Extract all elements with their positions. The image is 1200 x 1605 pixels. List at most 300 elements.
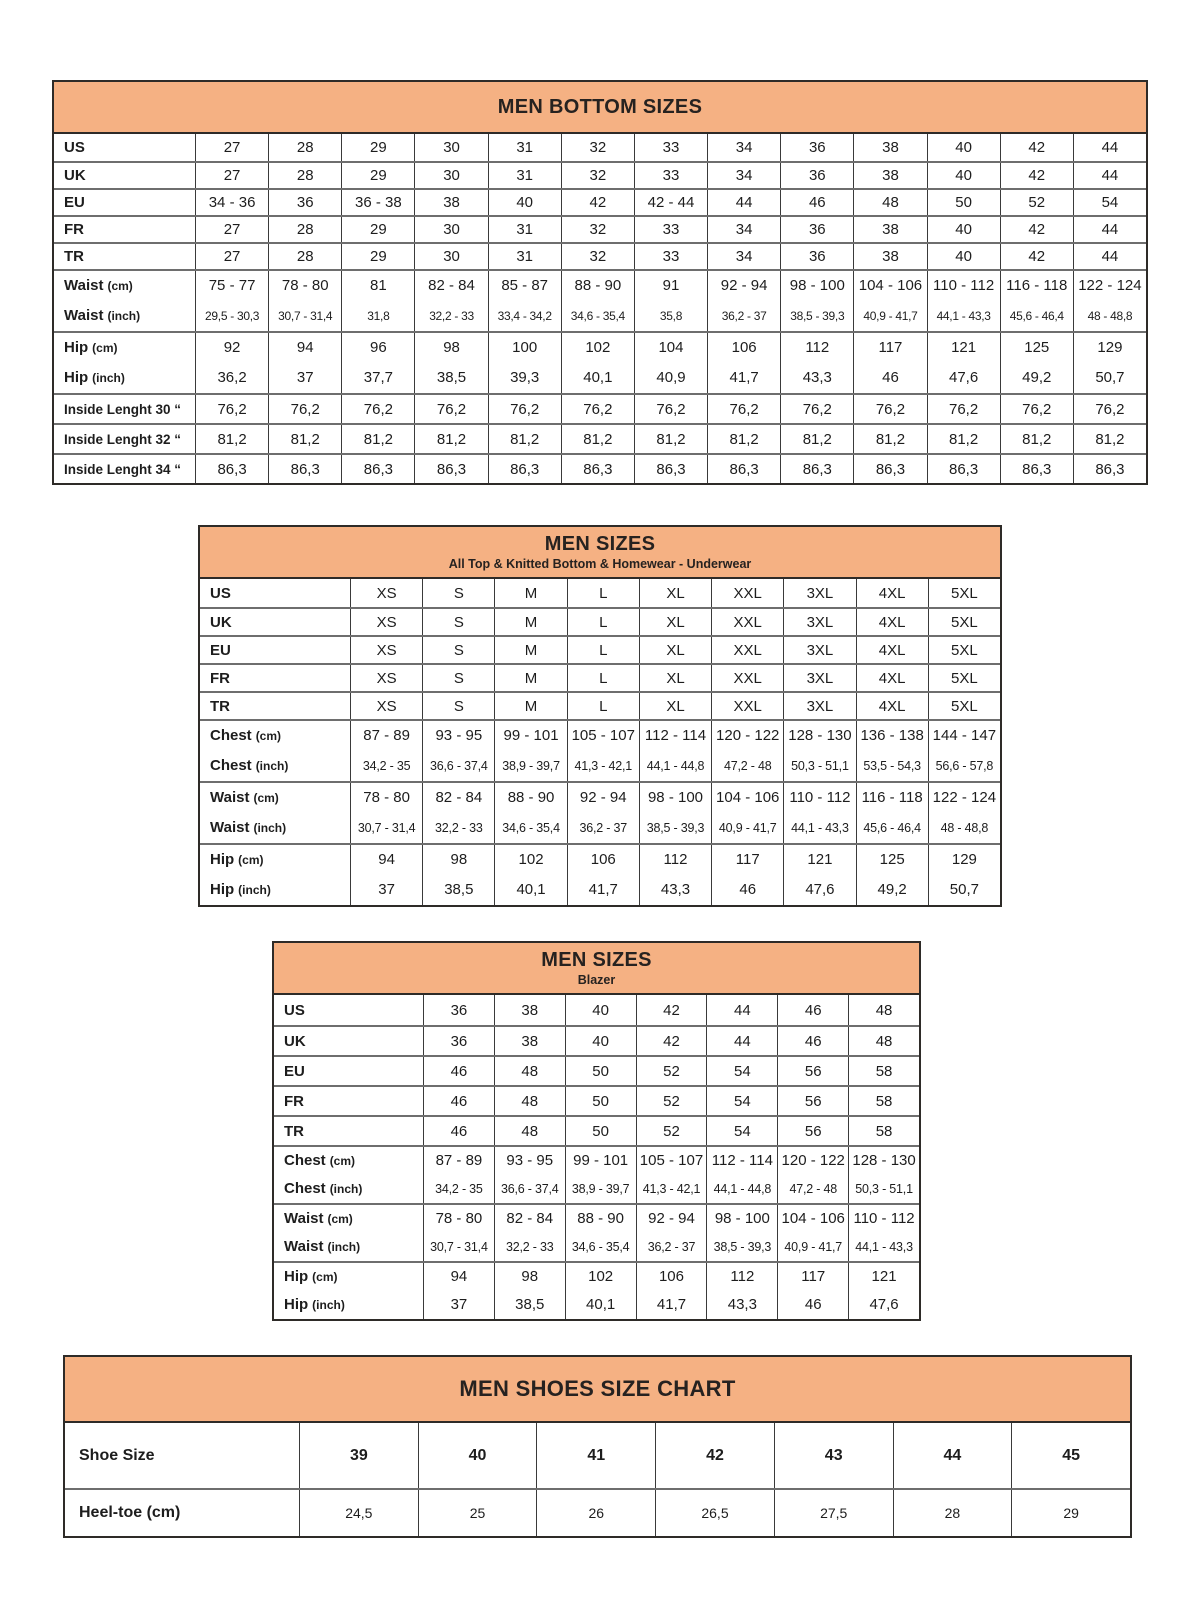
size-cell: 52 [636, 1087, 707, 1115]
size-cell: 50 [565, 1057, 636, 1085]
size-cell: 105 - 107 [567, 721, 639, 750]
size-cell: 86,3 [1073, 455, 1146, 483]
size-cell: L [567, 637, 639, 663]
table-row [200, 579, 1000, 607]
table-row [274, 1145, 919, 1174]
size-cell: 76,2 [634, 395, 707, 423]
size-cell: 76,2 [341, 395, 414, 423]
size-cell: 86,3 [634, 455, 707, 483]
size-cell: 94 [350, 845, 422, 874]
size-cell: 40 [927, 134, 1000, 161]
size-cell: 128 - 130 [848, 1147, 919, 1174]
size-cell: 46 [853, 362, 926, 393]
row-label: EU [64, 194, 85, 211]
size-cell: 47,6 [927, 362, 1000, 393]
size-cell: 96 [341, 333, 414, 362]
size-cell: 102 [561, 333, 634, 362]
size-cell: 121 [848, 1263, 919, 1290]
size-cell: 38 [494, 995, 565, 1025]
size-cell: 86,3 [927, 455, 1000, 483]
row-label: EU [284, 1062, 305, 1080]
size-cell: 106 [636, 1263, 707, 1290]
table-row [54, 188, 1146, 215]
size-cell: 45,6 - 46,4 [1000, 300, 1073, 331]
size-cell: 54 [706, 1057, 777, 1085]
table-row [54, 161, 1146, 188]
size-cell: 41,3 - 42,1 [567, 750, 639, 781]
row-label: Hip (inch) [210, 881, 271, 898]
size-cell: 76,2 [488, 395, 561, 423]
size-cell: 45 [1011, 1423, 1130, 1488]
size-cell: 30 [414, 134, 487, 161]
size-cell: 38,5 - 39,3 [706, 1232, 777, 1261]
size-cell: 48 [494, 1117, 565, 1145]
size-cell: 37 [423, 1290, 494, 1319]
size-cell: 81,2 [561, 425, 634, 453]
size-cell: 86,3 [414, 455, 487, 483]
size-cell: 116 - 118 [1000, 271, 1073, 300]
size-cell: 120 - 122 [777, 1147, 848, 1174]
size-cell: 28 [268, 217, 341, 242]
size-cell: 88 - 90 [565, 1205, 636, 1232]
size-cell: 27 [195, 163, 268, 188]
table-row [274, 1232, 919, 1261]
table-row [200, 750, 1000, 781]
table-row [274, 995, 919, 1025]
size-cell: 50,3 - 51,1 [848, 1174, 919, 1203]
size-cell: 44 [1073, 163, 1146, 188]
size-cell: 48 [494, 1057, 565, 1085]
size-cell: 52 [636, 1117, 707, 1145]
size-cell: 44,1 - 43,3 [783, 812, 855, 843]
size-cell: 44,1 - 43,3 [848, 1232, 919, 1261]
size-cell: 40 [927, 244, 1000, 269]
table-row [65, 1423, 1130, 1488]
size-cell: 38 [853, 244, 926, 269]
size-cell: 38 [853, 163, 926, 188]
size-cell: 56 [777, 1117, 848, 1145]
table-row [200, 663, 1000, 691]
size-cell: S [422, 609, 494, 635]
size-cell: 86,3 [707, 455, 780, 483]
size-cell: 42 [1000, 244, 1073, 269]
size-cell: 92 - 94 [636, 1205, 707, 1232]
table-header [54, 82, 1146, 134]
size-cell: 29,5 - 30,3 [195, 300, 268, 331]
row-label: Hip (cm) [210, 851, 264, 868]
table-row [274, 1025, 919, 1055]
size-cell: 102 [565, 1263, 636, 1290]
size-cell: 44,1 - 44,8 [706, 1174, 777, 1203]
row-label: UK [64, 167, 86, 184]
size-cell: 42 [561, 190, 634, 215]
row-label: Chest (cm) [284, 1152, 356, 1169]
size-cell: 46 [423, 1057, 494, 1085]
size-cell: 31 [488, 244, 561, 269]
size-cell: 99 - 101 [565, 1147, 636, 1174]
size-cell: 36 [780, 163, 853, 188]
size-cell: 40,9 - 41,7 [853, 300, 926, 331]
size-cell: XL [639, 637, 711, 663]
size-cell: 58 [848, 1087, 919, 1115]
size-cell: 29 [341, 134, 414, 161]
size-cell: 78 - 80 [423, 1205, 494, 1232]
size-cell: S [422, 579, 494, 607]
size-cell: 44,1 - 43,3 [927, 300, 1000, 331]
size-cell: 43,3 [706, 1290, 777, 1319]
size-cell: 40,9 - 41,7 [777, 1232, 848, 1261]
size-cell: 93 - 95 [422, 721, 494, 750]
size-cell: 50,7 [1073, 362, 1146, 393]
size-cell: 98 - 100 [780, 271, 853, 300]
size-cell: 91 [634, 271, 707, 300]
row-label: Waist (inch) [64, 307, 141, 324]
size-cell: 106 [567, 845, 639, 874]
size-cell: 81,2 [195, 425, 268, 453]
size-cell: 43,3 [639, 874, 711, 905]
table-row [274, 1115, 919, 1145]
size-cell: 36,2 [195, 362, 268, 393]
size-cell: 34,2 - 35 [350, 750, 422, 781]
size-cell: 81,2 [927, 425, 1000, 453]
size-cell: 38,5 - 39,3 [639, 812, 711, 843]
table-row [54, 300, 1146, 331]
size-cell: 44 [706, 995, 777, 1025]
table-row [54, 362, 1146, 393]
size-cell: 81,2 [341, 425, 414, 453]
size-cell: 86,3 [341, 455, 414, 483]
size-cell: 56 [777, 1087, 848, 1115]
size-cell: 76,2 [1073, 395, 1146, 423]
size-cell: 81,2 [853, 425, 926, 453]
size-cell: 48 [848, 995, 919, 1025]
size-cell: 3XL [783, 609, 855, 635]
table-row [54, 215, 1146, 242]
size-cell: 38 [494, 1027, 565, 1055]
size-cell: 44 [706, 1027, 777, 1055]
size-cell: 40,1 [494, 874, 566, 905]
size-cell: 106 [707, 333, 780, 362]
men-sizes-top-table [198, 525, 1002, 907]
table-row [200, 719, 1000, 750]
row-label: Inside Lenght 32 “ [64, 431, 182, 447]
size-cell: 47,6 [848, 1290, 919, 1319]
row-label: UK [210, 613, 232, 631]
size-cell: 50 [565, 1087, 636, 1115]
table-row [54, 242, 1146, 269]
size-cell: XS [350, 609, 422, 635]
size-cell: 128 - 130 [783, 721, 855, 750]
size-cell: 31,8 [341, 300, 414, 331]
table-row [54, 423, 1146, 453]
row-label: Hip (cm) [284, 1268, 338, 1285]
size-cell: 42 [636, 1027, 707, 1055]
size-cell: 36 [780, 134, 853, 161]
size-cell: 104 - 106 [711, 783, 783, 812]
size-cell: 105 - 107 [636, 1147, 707, 1174]
row-label: Chest (cm) [210, 727, 282, 744]
size-cell: 49,2 [856, 874, 928, 905]
size-cell: 42 [655, 1423, 774, 1488]
size-cell: 76,2 [780, 395, 853, 423]
size-cell: 81,2 [488, 425, 561, 453]
table-row [274, 1261, 919, 1290]
size-cell: 48 [494, 1087, 565, 1115]
table-body [274, 995, 919, 1319]
size-cell: 38 [414, 190, 487, 215]
size-cell: 30,7 - 31,4 [268, 300, 341, 331]
size-cell: XXL [711, 637, 783, 663]
size-cell: 40 [565, 1027, 636, 1055]
size-cell: 40,9 [634, 362, 707, 393]
size-cell: 117 [777, 1263, 848, 1290]
row-label: Heel-toe (cm) [79, 1504, 181, 1521]
size-cell: 117 [853, 333, 926, 362]
table-row [200, 691, 1000, 719]
size-cell: 86,3 [1000, 455, 1073, 483]
size-cell: 76,2 [853, 395, 926, 423]
size-cell: 3XL [783, 579, 855, 607]
size-cell: 40 [927, 163, 1000, 188]
table-row [274, 1085, 919, 1115]
size-cell: 38 [853, 217, 926, 242]
size-cell: 46 [423, 1117, 494, 1145]
size-cell: S [422, 665, 494, 691]
size-cell: 110 - 112 [848, 1205, 919, 1232]
size-cell: 50 [565, 1117, 636, 1145]
size-cell: 36,2 - 37 [636, 1232, 707, 1261]
size-cell: XXL [711, 665, 783, 691]
size-cell: 36 [780, 217, 853, 242]
table-row [200, 607, 1000, 635]
size-cell: 32 [561, 163, 634, 188]
table-title: MEN SIZES [541, 949, 652, 972]
row-label: Waist (cm) [284, 1210, 353, 1227]
row-label: Inside Lenght 34 “ [64, 461, 182, 477]
size-cell: 46 [777, 1027, 848, 1055]
size-cell: 35,8 [634, 300, 707, 331]
size-cell: 121 [783, 845, 855, 874]
size-cell: M [494, 693, 566, 719]
size-cell: 120 - 122 [711, 721, 783, 750]
size-cell: 88 - 90 [561, 271, 634, 300]
size-cell: 100 [488, 333, 561, 362]
row-label: FR [284, 1092, 304, 1110]
size-cell: 29 [341, 217, 414, 242]
row-label: EU [210, 641, 231, 659]
size-cell: 45,6 - 46,4 [856, 812, 928, 843]
size-cell: 33 [634, 134, 707, 161]
size-cell: 86,3 [195, 455, 268, 483]
size-cell: 5XL [928, 579, 1000, 607]
size-cell: L [567, 609, 639, 635]
size-cell: 29 [341, 163, 414, 188]
size-cell: 88 - 90 [494, 783, 566, 812]
size-cell: 25 [418, 1490, 537, 1536]
size-cell: 5XL [928, 637, 1000, 663]
size-cell: 50,3 - 51,1 [783, 750, 855, 781]
size-cell: 102 [494, 845, 566, 874]
size-cell: 129 [928, 845, 1000, 874]
row-label: US [64, 139, 85, 156]
size-cell: XS [350, 665, 422, 691]
size-cell: 129 [1073, 333, 1146, 362]
size-cell: 38,9 - 39,7 [565, 1174, 636, 1203]
size-cell: 4XL [856, 665, 928, 691]
table-row [274, 1290, 919, 1319]
row-label: US [210, 584, 231, 602]
size-cell: 81,2 [268, 425, 341, 453]
table-row [54, 393, 1146, 423]
size-cell: 32,2 - 33 [414, 300, 487, 331]
size-cell: 5XL [928, 665, 1000, 691]
size-cell: 33 [634, 163, 707, 188]
size-cell: 92 - 94 [567, 783, 639, 812]
size-cell: 5XL [928, 693, 1000, 719]
table-row [200, 635, 1000, 663]
size-cell: 40,9 - 41,7 [711, 812, 783, 843]
size-cell: 38,9 - 39,7 [494, 750, 566, 781]
size-cell: M [494, 609, 566, 635]
size-cell: 43,3 [780, 362, 853, 393]
row-label: TR [210, 697, 230, 715]
size-cell: 30 [414, 244, 487, 269]
size-cell: 33 [634, 244, 707, 269]
size-cell: 52 [1000, 190, 1073, 215]
size-cell: 44 [707, 190, 780, 215]
size-cell: 31 [488, 163, 561, 188]
size-cell: 36,6 - 37,4 [422, 750, 494, 781]
size-cell: 36 [268, 190, 341, 215]
table-header [65, 1357, 1130, 1423]
size-cell: 49,2 [1000, 362, 1073, 393]
size-cell: 40 [565, 995, 636, 1025]
size-cell: 40 [927, 217, 1000, 242]
size-cell: 86,3 [561, 455, 634, 483]
size-cell: S [422, 693, 494, 719]
size-cell: 112 [639, 845, 711, 874]
size-cell: 121 [927, 333, 1000, 362]
size-cell: 4XL [856, 637, 928, 663]
size-cell: 98 [494, 1263, 565, 1290]
size-cell: 33 [634, 217, 707, 242]
size-cell: 36 - 38 [341, 190, 414, 215]
size-cell: 38 [853, 134, 926, 161]
size-cell: 41,3 - 42,1 [636, 1174, 707, 1203]
size-cell: 76,2 [195, 395, 268, 423]
size-cell: 87 - 89 [350, 721, 422, 750]
size-cell: 26 [536, 1490, 655, 1536]
size-cell: 86,3 [853, 455, 926, 483]
size-cell: 34,6 - 35,4 [494, 812, 566, 843]
size-cell: 81,2 [1000, 425, 1073, 453]
size-cell: 94 [423, 1263, 494, 1290]
size-cell: 34 [707, 217, 780, 242]
table-row [200, 812, 1000, 843]
table-row [200, 874, 1000, 905]
size-cell: 27 [195, 134, 268, 161]
size-cell: 4XL [856, 693, 928, 719]
row-label: Shoe Size [79, 1446, 155, 1464]
size-cell: XL [639, 609, 711, 635]
size-cell: 92 - 94 [707, 271, 780, 300]
size-cell: 34 [707, 134, 780, 161]
table-header [200, 527, 1000, 579]
size-cell: 5XL [928, 609, 1000, 635]
size-cell: 112 - 114 [639, 721, 711, 750]
size-cell: 40 [488, 190, 561, 215]
size-cell: 31 [488, 134, 561, 161]
size-cell: M [494, 665, 566, 691]
size-cell: 28 [268, 134, 341, 161]
size-cell: 46 [423, 1087, 494, 1115]
size-cell: 78 - 80 [268, 271, 341, 300]
size-cell: 30 [414, 217, 487, 242]
row-label: FR [210, 669, 230, 687]
table-row [65, 1488, 1130, 1536]
table-row [54, 269, 1146, 300]
size-cell: 81,2 [780, 425, 853, 453]
size-cell: 93 - 95 [494, 1147, 565, 1174]
row-label: US [284, 1001, 305, 1019]
size-cell: 30 [414, 163, 487, 188]
size-cell: 82 - 84 [494, 1205, 565, 1232]
row-label: FR [64, 221, 84, 238]
size-cell: 47,2 - 48 [777, 1174, 848, 1203]
size-cell: 28 [893, 1490, 1012, 1536]
size-cell: 42 [1000, 217, 1073, 242]
size-cell: 76,2 [414, 395, 487, 423]
size-cell: 28 [268, 163, 341, 188]
size-cell: 53,5 - 54,3 [856, 750, 928, 781]
size-cell: 76,2 [561, 395, 634, 423]
size-cell: 3XL [783, 693, 855, 719]
size-cell: M [494, 579, 566, 607]
men-bottom-sizes-table [52, 80, 1148, 485]
size-cell: 34 - 36 [195, 190, 268, 215]
size-cell: 34 [707, 244, 780, 269]
row-label: Waist (inch) [284, 1238, 361, 1255]
table-subtitle: All Top & Knitted Bottom & Homewear - Underwear [448, 557, 752, 572]
size-cell: 38,5 [494, 1290, 565, 1319]
size-cell: 29 [341, 244, 414, 269]
size-cell: 46 [711, 874, 783, 905]
size-cell: 81,2 [634, 425, 707, 453]
size-cell: 112 [780, 333, 853, 362]
size-cell: 56 [777, 1057, 848, 1085]
row-label: Hip (inch) [64, 369, 125, 386]
size-cell: 41,7 [567, 874, 639, 905]
size-cell: 47,6 [783, 874, 855, 905]
size-cell: 136 - 138 [856, 721, 928, 750]
size-cell: 76,2 [707, 395, 780, 423]
size-cell: 52 [636, 1057, 707, 1085]
table-row [200, 843, 1000, 874]
size-cell: 36 [423, 995, 494, 1025]
size-cell: 38,5 [414, 362, 487, 393]
size-cell: 30,7 - 31,4 [350, 812, 422, 843]
table-title: MEN SHOES SIZE CHART [459, 1375, 736, 1401]
size-cell: 36,2 - 37 [707, 300, 780, 331]
size-cell: 34,6 - 35,4 [561, 300, 634, 331]
size-cell: 58 [848, 1117, 919, 1145]
table-body [65, 1423, 1130, 1536]
size-cell: 54 [1073, 190, 1146, 215]
size-cell: 125 [856, 845, 928, 874]
size-cell: 122 - 124 [1073, 271, 1146, 300]
size-cell: S [422, 637, 494, 663]
size-cell: 122 - 124 [928, 783, 1000, 812]
